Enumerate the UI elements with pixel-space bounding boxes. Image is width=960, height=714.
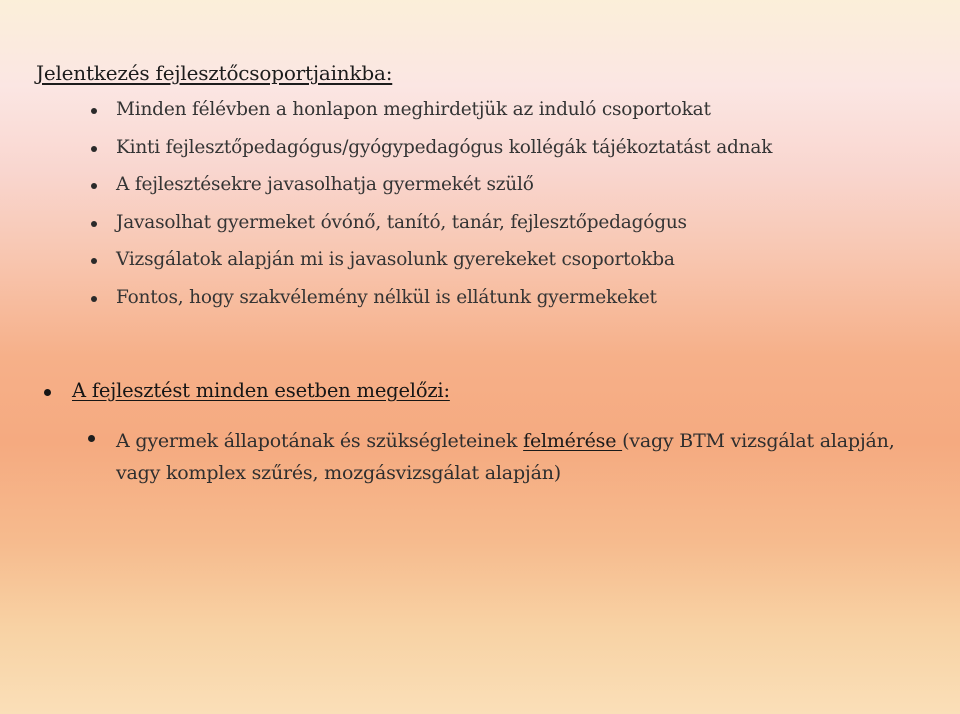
bullet-icon [44,389,51,396]
list-item [0,136,772,174]
section-two-item-underlined: felmérése [523,430,623,452]
bullet-list [0,98,772,324]
bullet-icon [88,435,95,442]
list-item-text: Fontos, hogy szakvélemény nélkül is ellátunk gyermekeket [116,286,657,308]
section-two-heading: A fejlesztést minden esetben megelőzi: [72,379,450,402]
list-item-text: Minden félévben a honlapon meghirdetjük az induló csoportokat [116,99,711,120]
list-item [0,173,772,211]
list-item-text: Javasolhat gyermeket óvónő, tanító, tanár, fejlesztőpedagógus [116,211,687,233]
bullet-icon [91,146,97,152]
section-two-item-text: A gyermek állapotának és szükségleteinek [116,430,524,452]
list-item [0,286,772,324]
section-two-item-rest: (vagy BTM vizsgálat alapján, vagy komplex szűrés, mozgásvizsgálat alapján) [116,430,895,484]
list-item-text: Vizsgálatok alapján mi is javasolunk gyerekeket csoportokba [116,249,675,271]
list-item-text: Kinti fejlesztőpedagógus/gyógypedagógus kollégák tájékoztatást adnak [116,136,773,158]
list-item-text: A fejlesztésekre javasolhatja gyermekét szülő [116,174,534,196]
bullet-icon [91,258,97,264]
list-item [0,248,772,286]
section-two-item [116,425,916,489]
bullet-icon [91,183,97,189]
slide-heading: Jelentkezés fejlesztőcsoportjainkba: [36,61,393,85]
bullet-icon [91,221,97,227]
bullet-icon [91,108,97,114]
list-item [0,98,772,136]
list-item [0,211,772,249]
bullet-icon [91,296,97,302]
